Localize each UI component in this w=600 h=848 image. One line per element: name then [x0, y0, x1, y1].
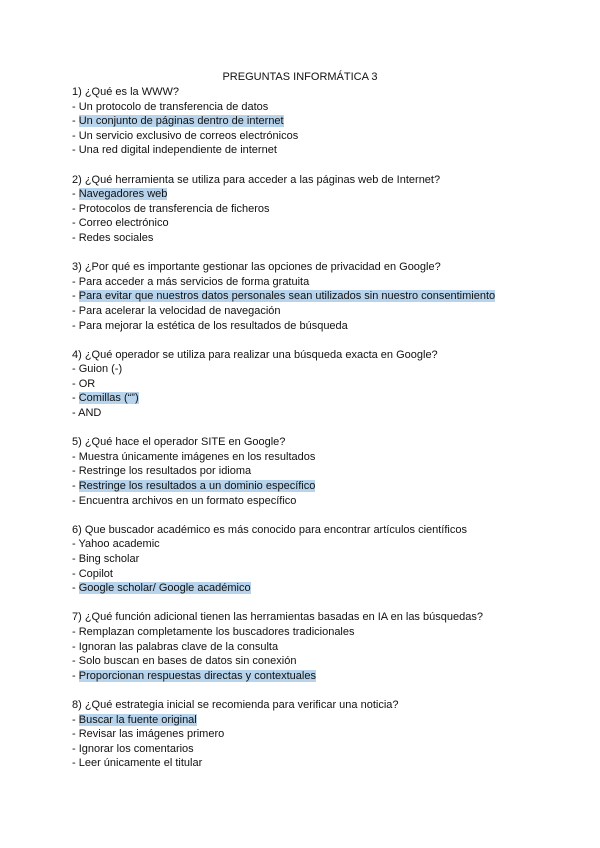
answer-option	[72, 231, 542, 246]
question-text: 7) ¿Qué función adicional tienen las herramientas basadas en IA en las búsquedas?	[72, 611, 483, 624]
answer-option	[72, 552, 542, 567]
answer-option	[72, 377, 542, 392]
option-text: Solo buscan en bases de datos sin conexión	[78, 655, 297, 668]
option-text: Una red digital independiente de internet	[78, 144, 277, 157]
option-prefix: -	[72, 407, 79, 420]
option-text: Revisar las imágenes primero	[78, 728, 225, 741]
highlighted-answer: Buscar la fuente original	[78, 713, 197, 726]
option-text: Guion (-)	[78, 363, 123, 376]
option-text: Bing scholar	[78, 553, 140, 565]
option-prefix: -	[72, 202, 79, 215]
answer-option	[72, 464, 542, 479]
option-prefix: -	[72, 625, 79, 638]
question-text: 1) ¿Qué es la WWW?	[72, 86, 179, 98]
option-text: Un protocolo de transferencia de datos	[78, 100, 269, 113]
option-prefix: -	[72, 115, 79, 128]
option-prefix: -	[72, 188, 79, 201]
answer-option	[72, 304, 542, 319]
option-prefix: -	[72, 742, 79, 755]
question-text: 3) ¿Por qué es importante gestionar las opciones de privacidad en Google?	[72, 261, 441, 274]
option-text: Para mejorar la estética de los resultados de búsqueda	[78, 319, 348, 332]
option-prefix: -	[72, 553, 79, 565]
option-prefix: -	[72, 100, 79, 113]
option-text: Protocolos de transferencia de ficheros	[78, 202, 270, 215]
option-prefix: -	[72, 290, 79, 303]
option-text: Redes sociales	[78, 231, 154, 244]
option-prefix: -	[72, 640, 79, 653]
option-text: Leer únicamente el titular	[78, 757, 203, 770]
questions-list	[72, 85, 542, 786]
answer-option	[72, 406, 542, 421]
option-prefix: -	[72, 377, 79, 390]
question-text: 4) ¿Qué operador se utiliza para realizar una búsqueda exacta en Google?	[72, 348, 438, 361]
highlighted-answer: Proporcionan respuestas directas y contextuales	[78, 669, 316, 682]
option-prefix: -	[72, 450, 79, 463]
option-prefix: -	[72, 480, 79, 493]
answer-option	[72, 450, 542, 465]
answer-option	[72, 742, 542, 757]
option-text: Copilot	[78, 567, 113, 580]
answer-option	[72, 362, 542, 377]
option-prefix: -	[72, 567, 79, 580]
question-block-3	[72, 260, 542, 333]
highlighted-answer: Google scholar/ Google académico	[78, 582, 251, 595]
answer-option	[72, 100, 542, 115]
highlighted-answer: Para evitar que nuestros datos personales sean utilizados sin nuestro consentimiento	[78, 290, 496, 303]
option-text: Yahoo academic	[78, 538, 160, 551]
page-title: PREGUNTAS INFORMÁTICA 3	[222, 71, 378, 83]
answer-option	[72, 625, 542, 640]
option-text: Para acelerar la velocidad de navegación	[78, 304, 281, 317]
question-block-6	[72, 523, 542, 596]
answer-option-correct	[72, 289, 542, 304]
option-text: Restringe los resultados por idioma	[78, 465, 252, 478]
question-block-8	[72, 698, 542, 771]
option-prefix: -	[72, 129, 79, 142]
option-text: Correo electrónico	[78, 217, 169, 230]
option-prefix: -	[72, 363, 79, 376]
option-prefix: -	[72, 757, 79, 770]
option-prefix: -	[72, 275, 79, 288]
option-text: Remplazan completamente los buscadores tradicionales	[78, 625, 355, 638]
question-block-4	[72, 348, 542, 421]
highlighted-answer: Restringe los resultados a un dominio específico	[78, 480, 316, 493]
option-text: Muestra únicamente imágenes en los resultados	[78, 450, 316, 463]
option-prefix: -	[72, 494, 79, 507]
option-prefix: -	[72, 144, 79, 157]
answer-option	[72, 756, 542, 771]
option-prefix: -	[72, 728, 79, 741]
answer-option-correct	[72, 114, 542, 129]
option-text: AND	[78, 407, 102, 420]
option-prefix: -	[72, 669, 79, 682]
answer-option	[72, 143, 542, 158]
option-text: OR	[78, 377, 96, 390]
answer-option	[72, 654, 542, 669]
answer-option	[72, 319, 542, 334]
answer-option	[72, 727, 542, 742]
question-text: 8) ¿Qué estrategia inicial se recomienda para verificar una noticia?	[72, 698, 399, 711]
option-text: Ignoran las palabras clave de la consulta	[78, 640, 279, 653]
answer-option	[72, 216, 542, 231]
question-block-5	[72, 435, 542, 508]
question-text: 2) ¿Qué herramienta se utiliza para acceder a las páginas web de Internet?	[72, 173, 441, 186]
answer-option	[72, 567, 542, 582]
option-prefix: -	[72, 655, 79, 668]
option-text: Un servicio exclusivo de correos electrónicos	[78, 129, 299, 142]
answer-option-correct	[72, 187, 542, 202]
option-prefix: -	[72, 304, 79, 317]
question-block-1	[72, 85, 542, 158]
question-block-2	[72, 173, 542, 246]
option-text: Ignorar los comentarios	[78, 742, 194, 755]
option-prefix: -	[72, 713, 79, 726]
answer-option-correct	[72, 669, 542, 684]
option-prefix: -	[72, 392, 79, 405]
option-prefix: -	[72, 465, 79, 478]
answer-option	[72, 537, 542, 552]
highlighted-answer: Comillas (“”)	[78, 392, 139, 405]
answer-option-correct	[72, 581, 542, 596]
option-prefix: -	[72, 582, 79, 595]
answer-option-correct	[72, 713, 542, 728]
answer-option	[72, 202, 542, 217]
answer-option	[72, 640, 542, 655]
option-prefix: -	[72, 538, 79, 551]
option-prefix: -	[72, 231, 79, 244]
option-prefix: -	[72, 217, 79, 230]
answer-option	[72, 494, 542, 509]
highlighted-answer: Un conjunto de páginas dentro de internet	[78, 115, 284, 128]
question-text: 6) Que buscador académico es más conocido para encontrar artículos científicos	[72, 523, 467, 536]
option-prefix: -	[72, 319, 79, 332]
answer-option	[72, 129, 542, 144]
question-block-7	[72, 610, 542, 683]
question-text: 5) ¿Qué hace el operador SITE en Google?	[72, 436, 286, 449]
answer-option	[72, 275, 542, 290]
answer-option-correct	[72, 479, 542, 494]
option-text: Encuentra archivos en un formato específico	[78, 494, 297, 507]
highlighted-answer: Navegadores web	[78, 188, 168, 201]
answer-option-correct	[72, 391, 542, 406]
option-text: Para acceder a más servicios de forma gratuita	[78, 275, 310, 288]
